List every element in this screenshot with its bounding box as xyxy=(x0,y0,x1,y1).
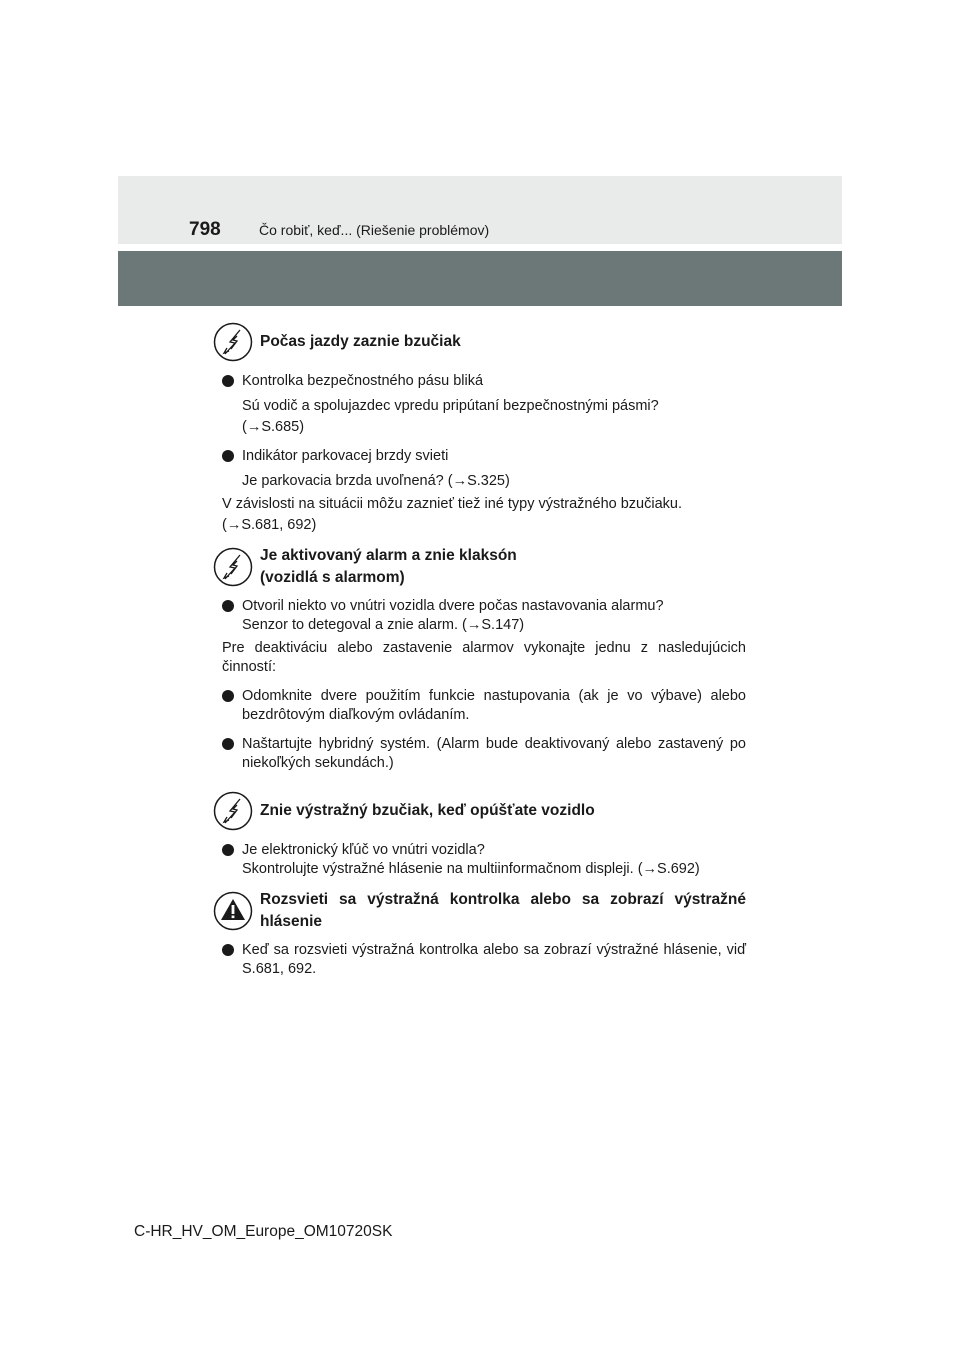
content xyxy=(222,320,746,981)
page-reference: (→S.681, 692) xyxy=(222,517,317,533)
document-code: C-HR_HV_OM_Europe_OM10720SK xyxy=(134,1223,393,1240)
warning-triangle-icon xyxy=(213,891,253,931)
list-item: Odomknite dvere použitím funkcie nastupovania (ak je vo výbave) alebo bezdrôtovým diaľkovým ovládaním. xyxy=(222,687,746,725)
bullet-icon xyxy=(222,944,234,956)
instruction-text: Pre deaktiváciu alebo zastavenie alarmov vykonajte jednu z nasledujúcich činností: xyxy=(222,640,746,675)
lightning-circle-icon xyxy=(213,322,253,362)
page-reference: (→S.685) xyxy=(242,419,305,435)
note-text: V závislosti na situácii môžu zaznieť tiež iné typy výstražného bzučiaku. xyxy=(222,496,682,512)
section-heading-buzzer-driving xyxy=(222,320,746,364)
bullet-icon xyxy=(222,600,234,612)
bullet-icon xyxy=(222,450,234,462)
section-title: Znie výstražný bzučiak, keď opúšťate vozidlo xyxy=(260,802,595,819)
bullet-icon xyxy=(222,375,234,387)
lightning-circle-icon xyxy=(213,791,253,831)
section-subtitle: (vozidlá s alarmom) xyxy=(260,569,405,586)
bullet-icon xyxy=(222,844,234,856)
list-item-detail: Sú vodič a spolujazdec vpredu pripútaní bezpečnostnými pásmi? xyxy=(242,398,659,414)
section-heading-alarm xyxy=(222,545,746,589)
bullet-icon xyxy=(222,738,234,750)
list-item-detail: Je parkovacia brzda uvoľnená? (→S.325) xyxy=(242,473,510,489)
list-item: Keď sa rozsvieti výstražná kontrolka alebo sa zobrazí výstražné hlásenie, viď S.681, 692. xyxy=(222,941,746,979)
list-item: Naštartujte hybridný systém. (Alarm bude deaktivovaný alebo zastavený po niekoľkých sekundách.) xyxy=(222,735,746,773)
section-title: Rozsvieti sa výstražná kontrolka alebo sa zobrazí výstražné hlásenie xyxy=(260,891,746,930)
section-heading-leaving-vehicle xyxy=(222,789,746,833)
list-item: Je elektronický kľúč vo vnútri vozidla? Skontrolujte výstražné hlásenie na multiinformačnom displeji. (→S.692) xyxy=(222,841,746,879)
chapter-title: Čo robiť, keď... (Riešenie problémov) xyxy=(259,222,490,238)
section-heading-warning-light xyxy=(222,889,746,933)
page-number: 798 xyxy=(189,219,221,240)
section-title: Počas jazdy zaznie bzučiak xyxy=(260,333,461,350)
section-band xyxy=(118,251,842,306)
list-item: Indikátor parkovacej brzdy svieti xyxy=(222,447,746,466)
list-item: Otvoril niekto vo vnútri vozidla dvere počas nastavovania alarmu? Senzor to detegoval a znie alarm. (→S.147) xyxy=(222,597,746,635)
list-item: Kontrolka bezpečnostného pásu bliká xyxy=(222,372,746,391)
section-title: Je aktivovaný alarm a znie klaksón xyxy=(260,547,517,564)
lightning-circle-icon xyxy=(213,547,253,587)
bullet-icon xyxy=(222,690,234,702)
